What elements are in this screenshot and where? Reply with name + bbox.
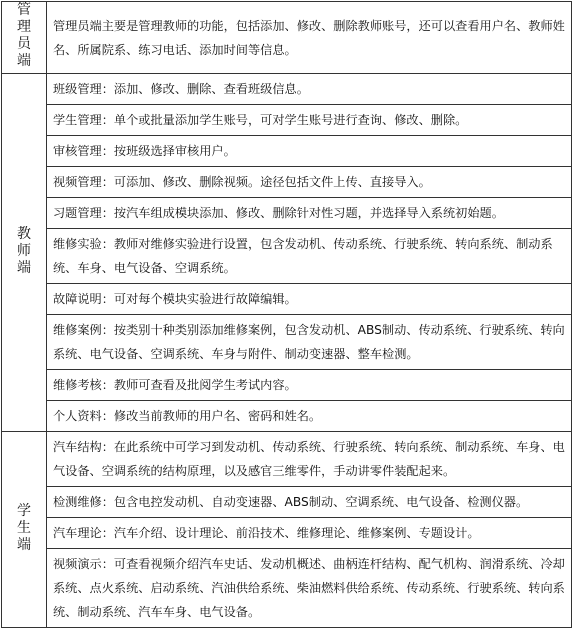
description-cell: 维修实验：教师对维修实验进行设置，包含发动机、传动系统、行驶系统、转向系统、制动系统、车身、电气设备、空调系统。 [47,229,572,284]
table-row [2,198,572,229]
description-cell: 视频管理：可添加、修改、删除视频。途径包括文件上传、直接导入。 [47,167,572,198]
description-cell: 审核管理：按班级选择审核用户。 [47,136,572,167]
table-row [2,229,572,284]
description-cell: 个人资料：修改当前教师的用户名、密码和姓名。 [47,401,572,432]
description-cell: 汽车理论：汽车介绍、设计理论、前沿技术、维修理论、维修案例、专题设计。 [47,518,572,549]
description-cell: 视频演示：可查看视频介绍汽车史话、发动机概述、曲柄连杆结构、配气机构、润滑系统、冷却系统、点火系统、启动系统、汽油供给系统、柴油燃料供给系统、传动系统、行驶系统、转向系统、制动系统、汽车车身、电气设备。 [47,549,572,628]
table-row [2,518,572,549]
table-row [2,136,572,167]
table-row [2,74,572,105]
description-cell: 维修案例：按类别十种类别添加维修案例，包含发动机、ABS制动、传动系统、行驶系统、转向系统、电气设备、空调系统、车身与附件、制动变速器、整车检测。 [47,315,572,370]
role-label-student: 学生端 [17,502,31,553]
description-cell: 检测维修：包含电控发动机、自动变速器、ABS制动、空调系统、电气设备、检测仪器。 [47,487,572,518]
table-row [2,487,572,518]
table-row [2,432,572,487]
table-row [2,105,572,136]
role-label-admin: 管理员端 [17,2,31,69]
table-row [2,315,572,370]
description-cell: 管理员端主要是管理教师的功能，包括添加、修改、删除教师账号，还可以查看用户名、教师姓名、所属院系、练习电话、添加时间等信息。 [47,2,572,74]
role-cell-student [2,432,47,628]
table-row [2,370,572,401]
feature-table [1,1,572,628]
table-row [2,401,572,432]
role-cell-teacher [2,74,47,432]
description-cell: 班级管理：添加、修改、删除、查看班级信息。 [47,74,572,105]
description-cell: 习题管理：按汽车组成模块添加、修改、删除针对性习题，并选择导入系统初始题。 [47,198,572,229]
description-cell: 汽车结构：在此系统中可学习到发动机、传动系统、行驶系统、转向系统、制动系统、车身、电气设备、空调系统的结构原理，以及感官三维零件，手动讲零件装配起来。 [47,432,572,487]
role-label-teacher: 教师端 [17,225,31,276]
description-cell: 故障说明：可对每个模块实验进行故障编辑。 [47,284,572,315]
table-row [2,549,572,628]
description-cell: 学生管理：单个或批量添加学生账号，可对学生账号进行查询、修改、删除。 [47,105,572,136]
role-cell-admin [2,2,47,74]
description-cell: 维修考核：教师可查看及批阅学生考试内容。 [47,370,572,401]
table-row [2,167,572,198]
table-row [2,2,572,74]
table-row [2,284,572,315]
